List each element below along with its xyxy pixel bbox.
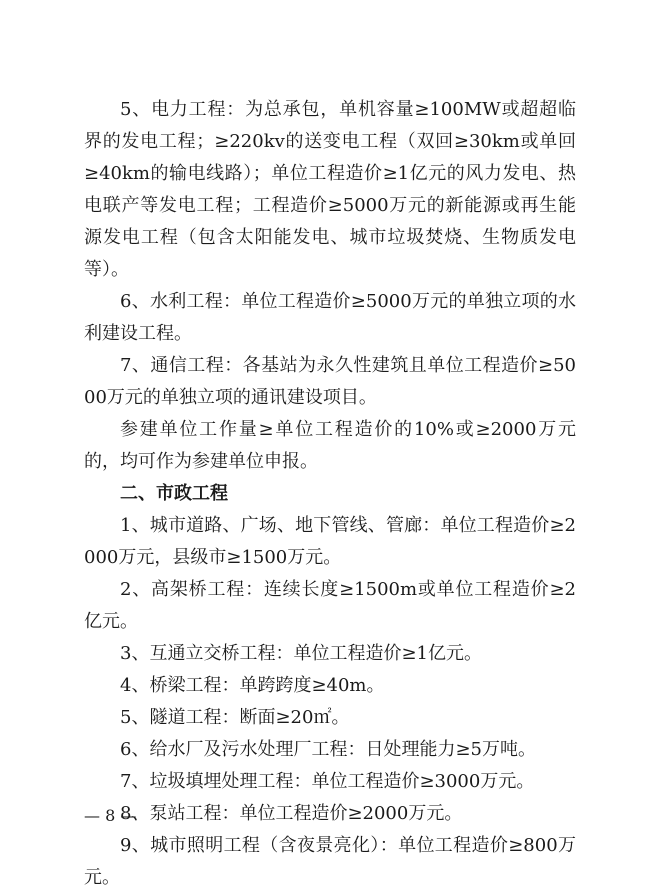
municipal-heading: 二、市政工程 xyxy=(120,483,228,504)
municipal-item-6: 6、给水厂及污水处理厂工程：日处理能力≥5万吨。 xyxy=(120,739,536,760)
municipal-item-5: 5、隧道工程：断面≥20㎡。 xyxy=(120,707,350,728)
page-number: — 8 — xyxy=(84,806,137,825)
municipal-item-7: 7、垃圾填埋处理工程：单位工程造价≥3000万元。 xyxy=(120,771,535,792)
water-item-6: 6、水利工程：单位工程造价≥5000万元的单独立项的水利建设工程。 xyxy=(84,291,576,344)
municipal-item-9: 9、城市照明工程（含夜景亮化）：单位工程造价≥800万元。 xyxy=(84,835,576,888)
telecom-item-7: 7、通信工程：各基站为永久性建筑且单位工程造价≥5000万元的单独立项的通讯建设项目。 xyxy=(84,355,576,408)
municipal-item-1: 1、城市道路、广场、地下管线、管廊：单位工程造价≥2000万元，县级市≥1500万元。 xyxy=(84,515,576,568)
document-body xyxy=(84,94,576,894)
participation-note: 参建单位工作量≥单位工程造价的10%或≥2000万元的，均可作为参建单位申报。 xyxy=(84,419,576,472)
municipal-item-8: 8、泵站工程：单位工程造价≥2000万元。 xyxy=(120,803,463,824)
municipal-item-4: 4、桥梁工程：单跨跨度≥40m。 xyxy=(120,675,385,696)
municipal-item-3: 3、互通立交桥工程：单位工程造价≥1亿元。 xyxy=(120,643,482,664)
power-item-5: 5、电力工程：为总承包，单机容量≥100MW或超超临界的发电工程；≥220kv的送变电工程（双回≥30km或单回≥40km的输电线路）；单位工程造价≥1亿元的风力发电、热电联产等发电工程；工程造价≥5000万元的新能源或再生能源发电工程（包含太阳能发电、城市垃圾焚烧、生物质发电等）。 xyxy=(84,99,576,280)
municipal-item-2: 2、高架桥工程：连续长度≥1500m或单位工程造价≥2亿元。 xyxy=(84,579,576,632)
